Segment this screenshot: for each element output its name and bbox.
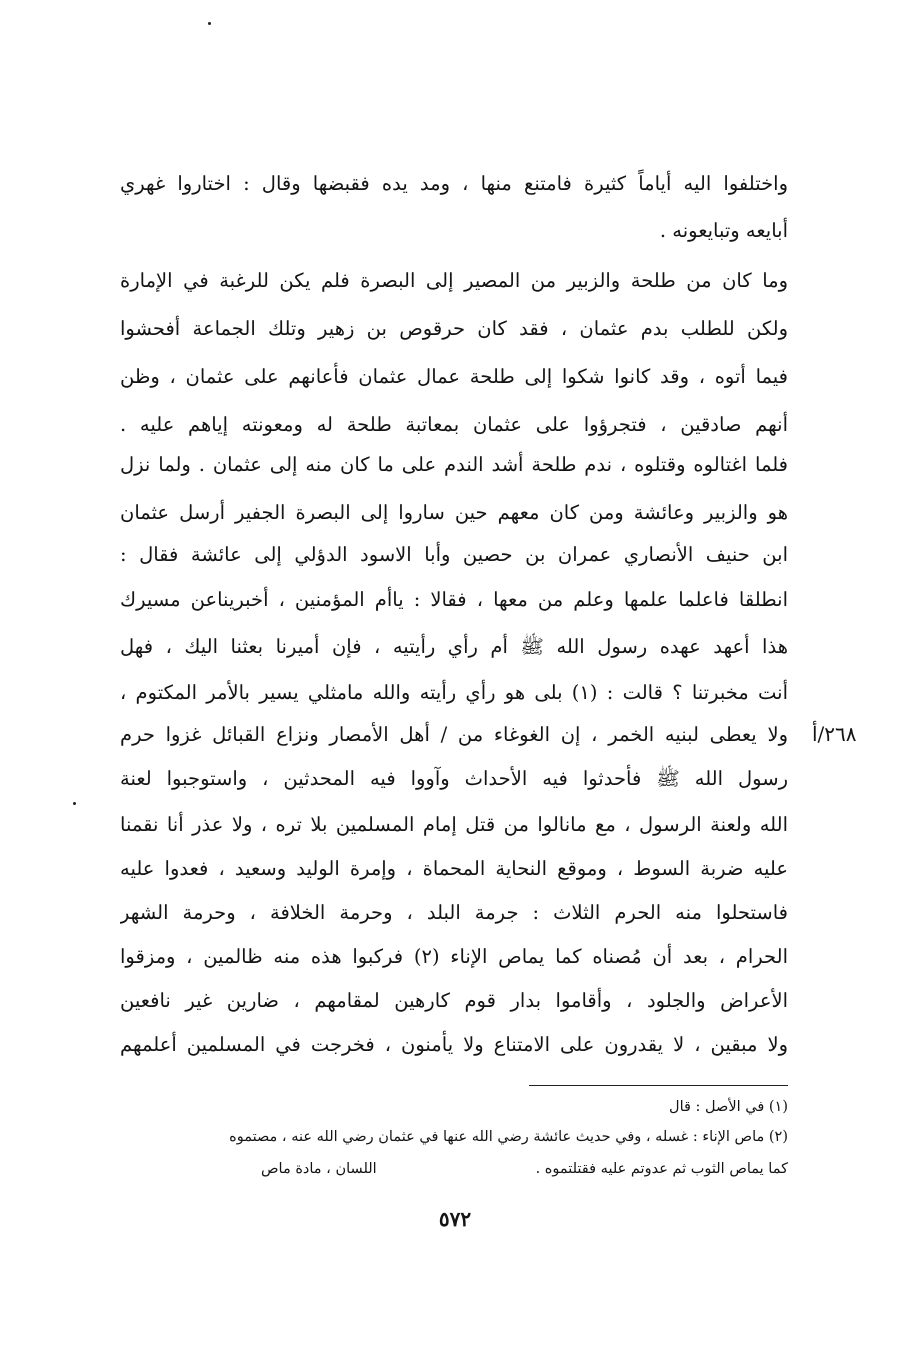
text-line: ولا مبقين ، لا يقدرون على الامتناع ولا يأمنون ، فخرجت في المسلمين أعلمهم: [120, 1033, 788, 1056]
footnote-1: [123, 1096, 788, 1118]
text-line: انطلقا فاعلما علمها وعلم من معها ، فقالا : ياأم المؤمنين ، أخبريناعن مسيرك: [120, 588, 788, 611]
text-line: واختلفوا اليه أياماً كثيرة فامتنع منها ، ومد يده فقبضها وقال : اختاروا غهري: [120, 172, 788, 195]
text-line: هو والزبير وعائشة ومن كان معهم حين ساروا إلى البصرة الجفير أرسل عثمان: [120, 501, 788, 524]
text-line: أنهم صادقين ، فتجرؤوا على عثمان بمعاتبة طلحة له ومعونته إياهم عليه .: [120, 413, 788, 436]
text-line: عليه ضربة السوط ، وموقع النحاية المحماة ، وإمرة الوليد وسعيد ، فعدوا عليه: [120, 857, 788, 880]
text-line: فاستحلوا منه الحرم الثلاث : جرمة البلد ، وحرمة الخلافة ، وحرمة الشهر: [120, 901, 788, 924]
text-line: أنت مخبرتنا ؟ قالت : (١) بلى هو رأي رأيته والله مامثلي يسير بالأمر المكتوم ،: [120, 681, 788, 704]
text-line: ولا يعطى لبنيه الخمر ، إن الغوغاء من / أهل الأمصار ونزاع القبائل غزوا حرم: [120, 723, 788, 746]
text-line: الحرام ، بعد أن مُصناه كما يماص الإناء (٢) فركبوا هذه منه ظالمين ، ومزقوا: [120, 945, 788, 968]
text-line: فيما أتوه ، وقد كانوا شكوا إلى طلحة عمال عثمان فأعانهم على عثمان ، وظن: [120, 365, 788, 388]
text-line: ولكن للطلب بدم عثمان ، فقد كان حرقوص بن زهير وتلك الجماعة أفحشوا: [120, 317, 788, 340]
footnote-2-text: (٢) ماص الإناء : غسله ، وفي حديث عائشة رضي الله عنها في عثمان رضي الله عنه ، مصتموه: [229, 1129, 788, 1145]
footnote-1-text: (١) في الأصل : قال: [669, 1099, 788, 1115]
footnote-separator: [529, 1085, 788, 1086]
text-line: رسول الله ﷺ فأحدثوا فيه الأحداث وآووا فيه المحدثين ، واستوجبوا لعنة: [120, 767, 788, 790]
text-line: أبايعه وتبايعونه .: [659, 219, 788, 242]
text-line: هذا أعهد عهده رسول الله ﷺ أم رأي رأيتيه ، فإن أميرنا بعثنا اليك ، فهل: [120, 635, 788, 658]
footnote-2: [123, 1126, 788, 1148]
speck-mark: [208, 22, 211, 25]
page-number: ٥٧٢: [438, 1207, 472, 1231]
footnote-2-text-continued: كما يماص الثوب ثم عدوتم عليه فقتلتموه .: [535, 1161, 788, 1177]
text-line: ابن حنيف الأنصاري عمران بن حصين وأبا الاسود الدؤلي إلى عائشة فقال :: [120, 543, 788, 566]
footnote-2-continued: [123, 1158, 788, 1180]
footnote-2-source: اللسان ، مادة ماص: [261, 1161, 377, 1177]
text-line: وما كان من طلحة والزبير من المصير إلى البصرة فلم يكن للرغبة في الإمارة: [120, 269, 788, 292]
text-line: فلما اغتالوه وقتلوه ، ندم طلحة أشد الندم على ما كان منه إلى عثمان . ولما نزل: [120, 453, 788, 476]
speck-mark: [73, 802, 76, 805]
text-line: الله ولعنة الرسول ، مع مانالوا من قتل إمام المسلمين بلا تره ، ولا عذر أنا نقمنا: [120, 813, 788, 836]
folio-marginal-note: ٢٦٨/أ: [812, 722, 857, 746]
text-line: الأعراض والجلود ، وأقاموا بدار قوم كارهين لمقامهم ، ضارين غير نافعين: [120, 989, 788, 1012]
